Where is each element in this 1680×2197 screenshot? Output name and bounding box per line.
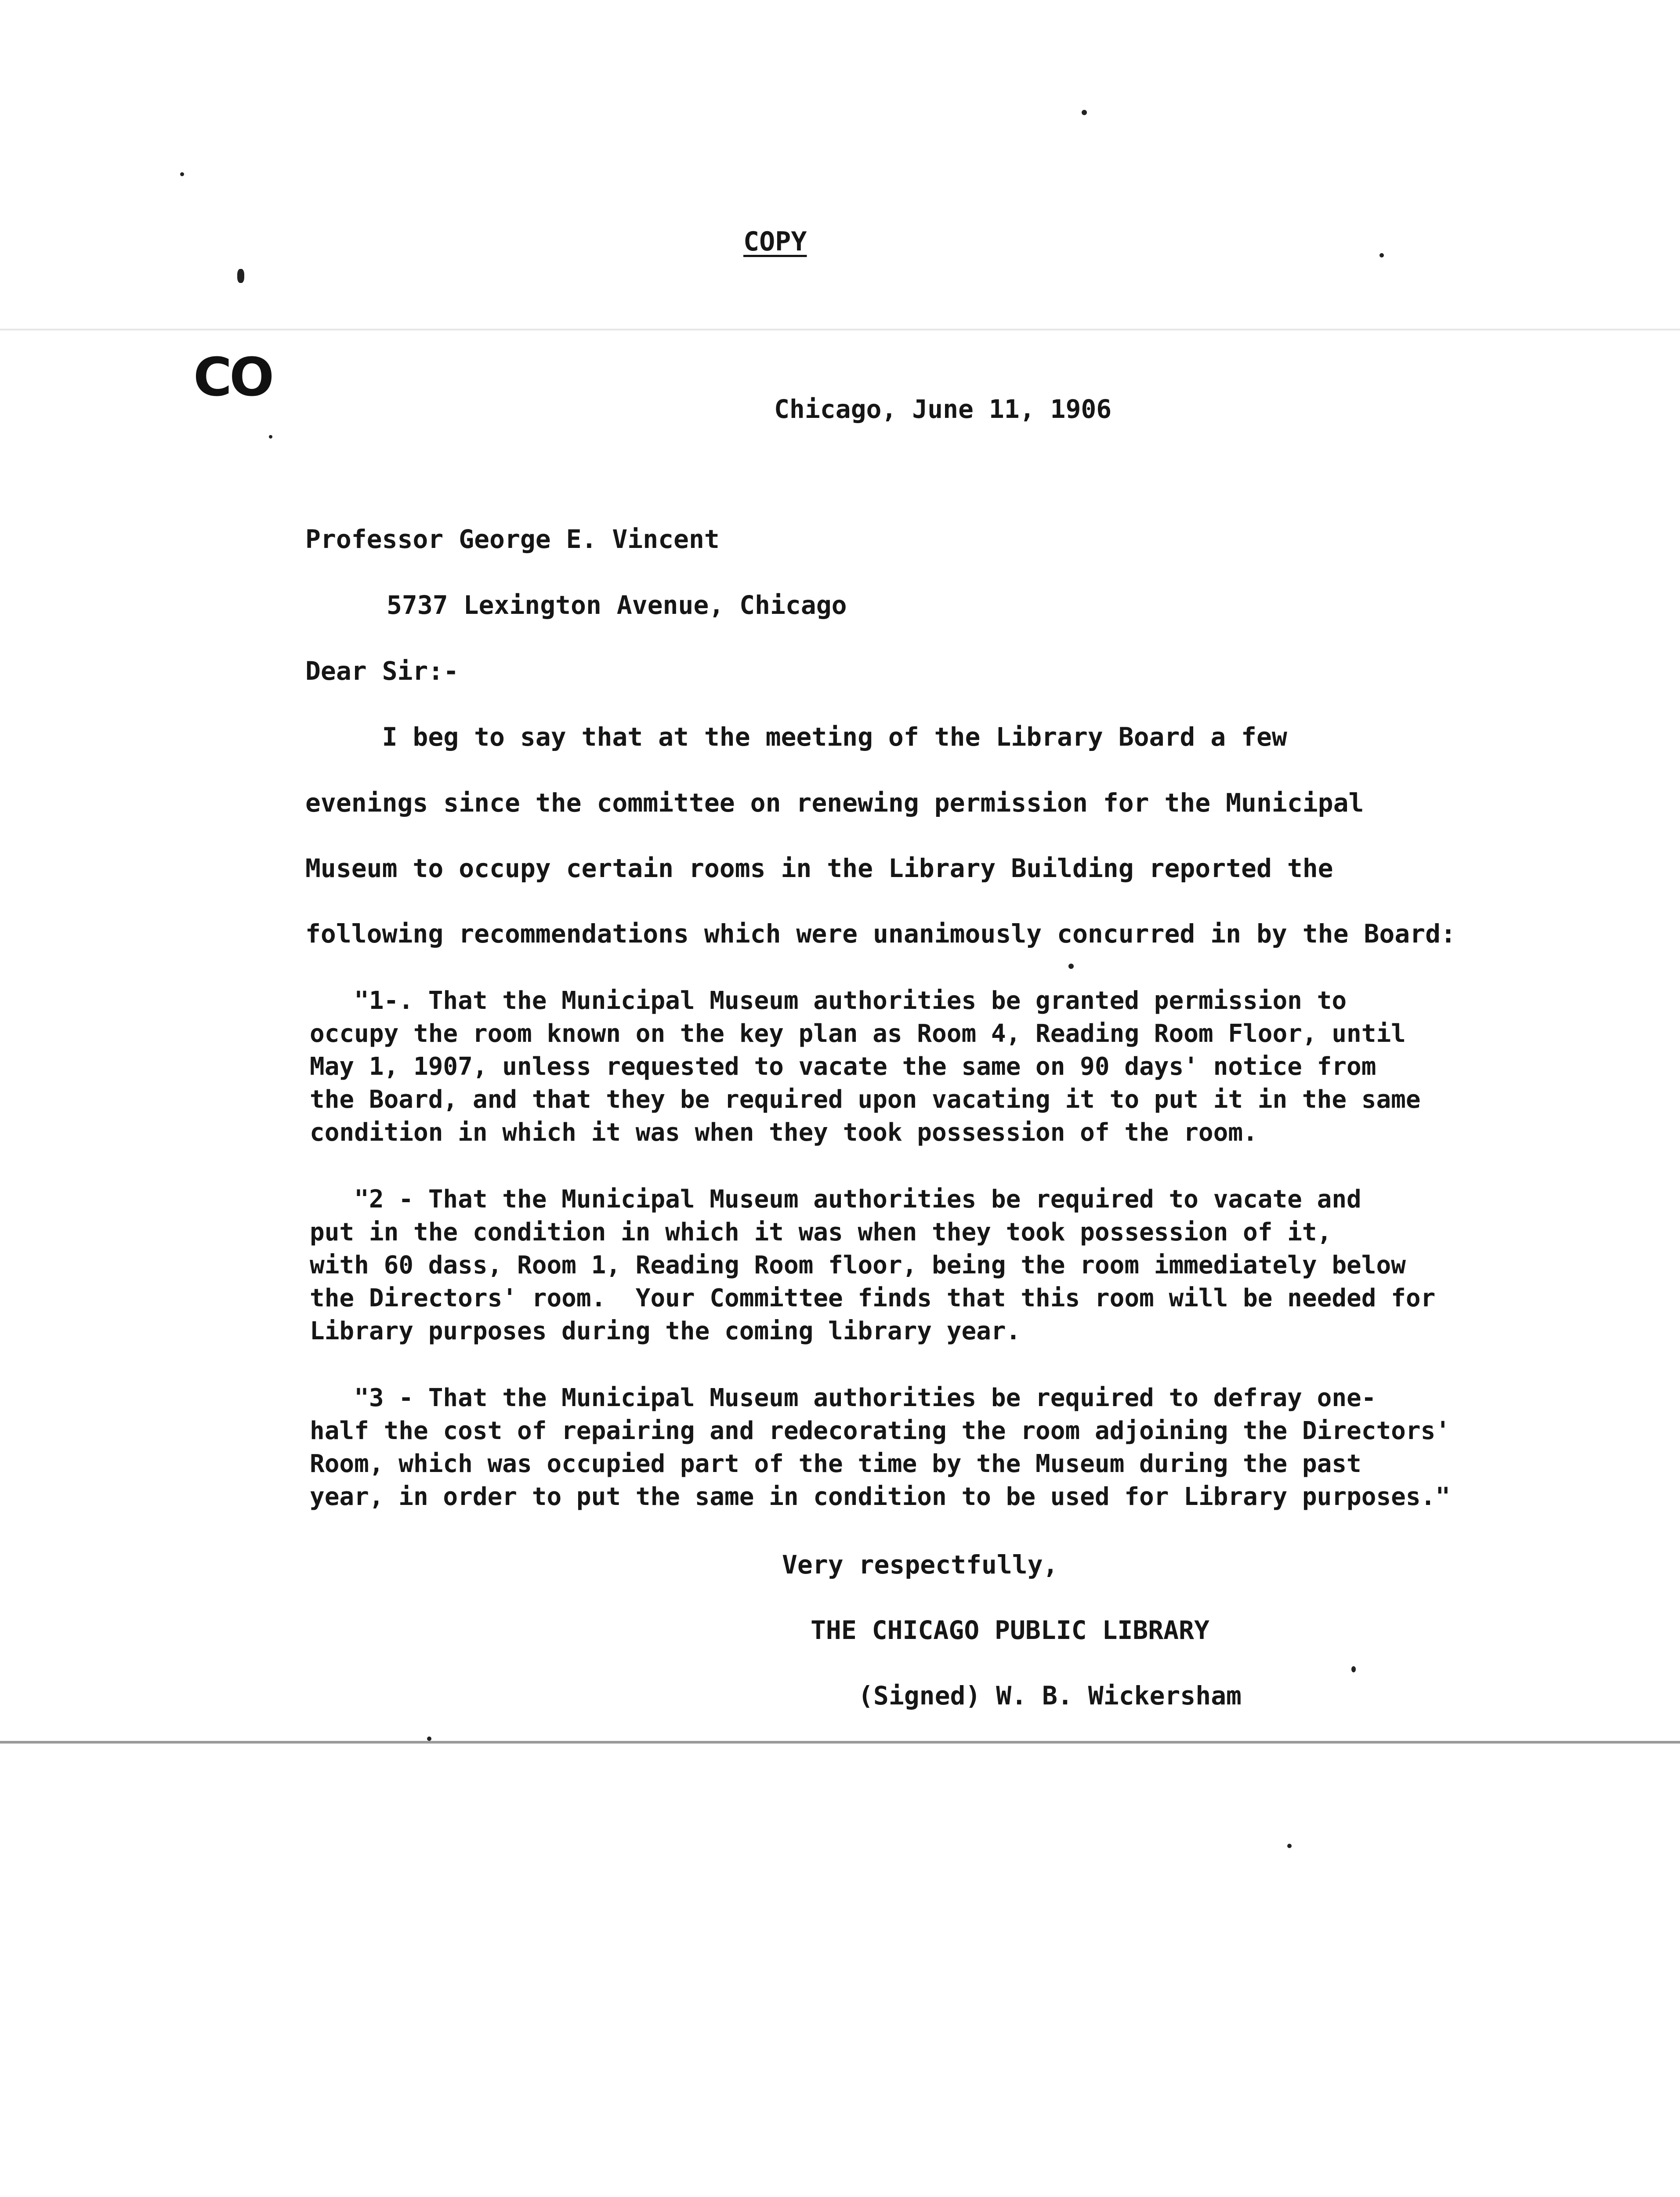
scan-speck xyxy=(180,172,184,176)
resolution-line: condition in which it was when they took possession of the room. xyxy=(310,1118,1258,1147)
date-line: Chicago, June 11, 1906 xyxy=(774,394,1112,424)
body-line: evenings since the committee on renewing permission for the Municipal xyxy=(305,788,1364,818)
scan-speck xyxy=(237,269,244,283)
resolution-line: Room, which was occupied part of the time by the Museum during the past xyxy=(310,1450,1361,1478)
signature: (Signed) W. B. Wickersham xyxy=(858,1681,1242,1711)
resolution-line: occupy the room known on the key plan as Room 4, Reading Room Floor, until xyxy=(310,1019,1406,1048)
scan-rule-page-bottom xyxy=(0,1741,1680,1744)
scan-speck xyxy=(1068,964,1074,969)
addressee-name: Professor George E. Vincent xyxy=(305,524,720,554)
resolution-line: "1-. That the Municipal Museum authorities be granted permission to xyxy=(310,986,1347,1015)
copy-heading: COPY xyxy=(743,226,807,257)
salutation: Dear Sir:- xyxy=(305,656,459,686)
resolution-line: year, in order to put the same in condition to be used for Library purposes." xyxy=(310,1483,1451,1511)
resolution-line: the Board, and that they be required upon vacating it to put it in the same xyxy=(310,1085,1421,1114)
resolution-line: the Directors' room. Your Committee finds that this room will be needed for xyxy=(310,1284,1436,1312)
resolution-line: May 1, 1907, unless requested to vacate the same on 90 days' notice from xyxy=(310,1052,1376,1081)
resolution-line: with 60 dass, Room 1, Reading Room floor, being the room immediately below xyxy=(310,1251,1406,1280)
closing: Very respectfully, xyxy=(782,1550,1058,1580)
resolution-line: Library purposes during the coming library year. xyxy=(310,1317,1021,1345)
scan-speck xyxy=(269,435,272,439)
resolution-line: "3 - That the Municipal Museum authorities be required to defray one- xyxy=(310,1384,1376,1412)
addressee-address: 5737 Lexington Avenue, Chicago xyxy=(387,590,847,620)
marginal-handwritten-mark: CO xyxy=(193,347,272,408)
scan-rule-top xyxy=(0,329,1680,330)
scan-speck xyxy=(1351,1666,1356,1672)
body-line: following recommendations which were unanimously concurred in by the Board: xyxy=(305,919,1456,949)
scan-speck xyxy=(1082,110,1087,115)
resolution-line: half the cost of repairing and redecorating the room adjoining the Directors' xyxy=(310,1417,1451,1445)
body-line: Museum to occupy certain rooms in the Library Building reported the xyxy=(305,853,1333,883)
scan-speck xyxy=(1379,253,1384,257)
body-line: I beg to say that at the meeting of the Library Board a few xyxy=(305,722,1287,752)
organization-name: THE CHICAGO PUBLIC LIBRARY xyxy=(811,1615,1209,1645)
resolution-line: "2 - That the Municipal Museum authorities be required to vacate and xyxy=(310,1185,1361,1214)
scan-speck xyxy=(1287,1844,1292,1848)
resolution-line: put in the condition in which it was when they took possession of it, xyxy=(310,1218,1332,1247)
scan-speck xyxy=(427,1737,431,1741)
